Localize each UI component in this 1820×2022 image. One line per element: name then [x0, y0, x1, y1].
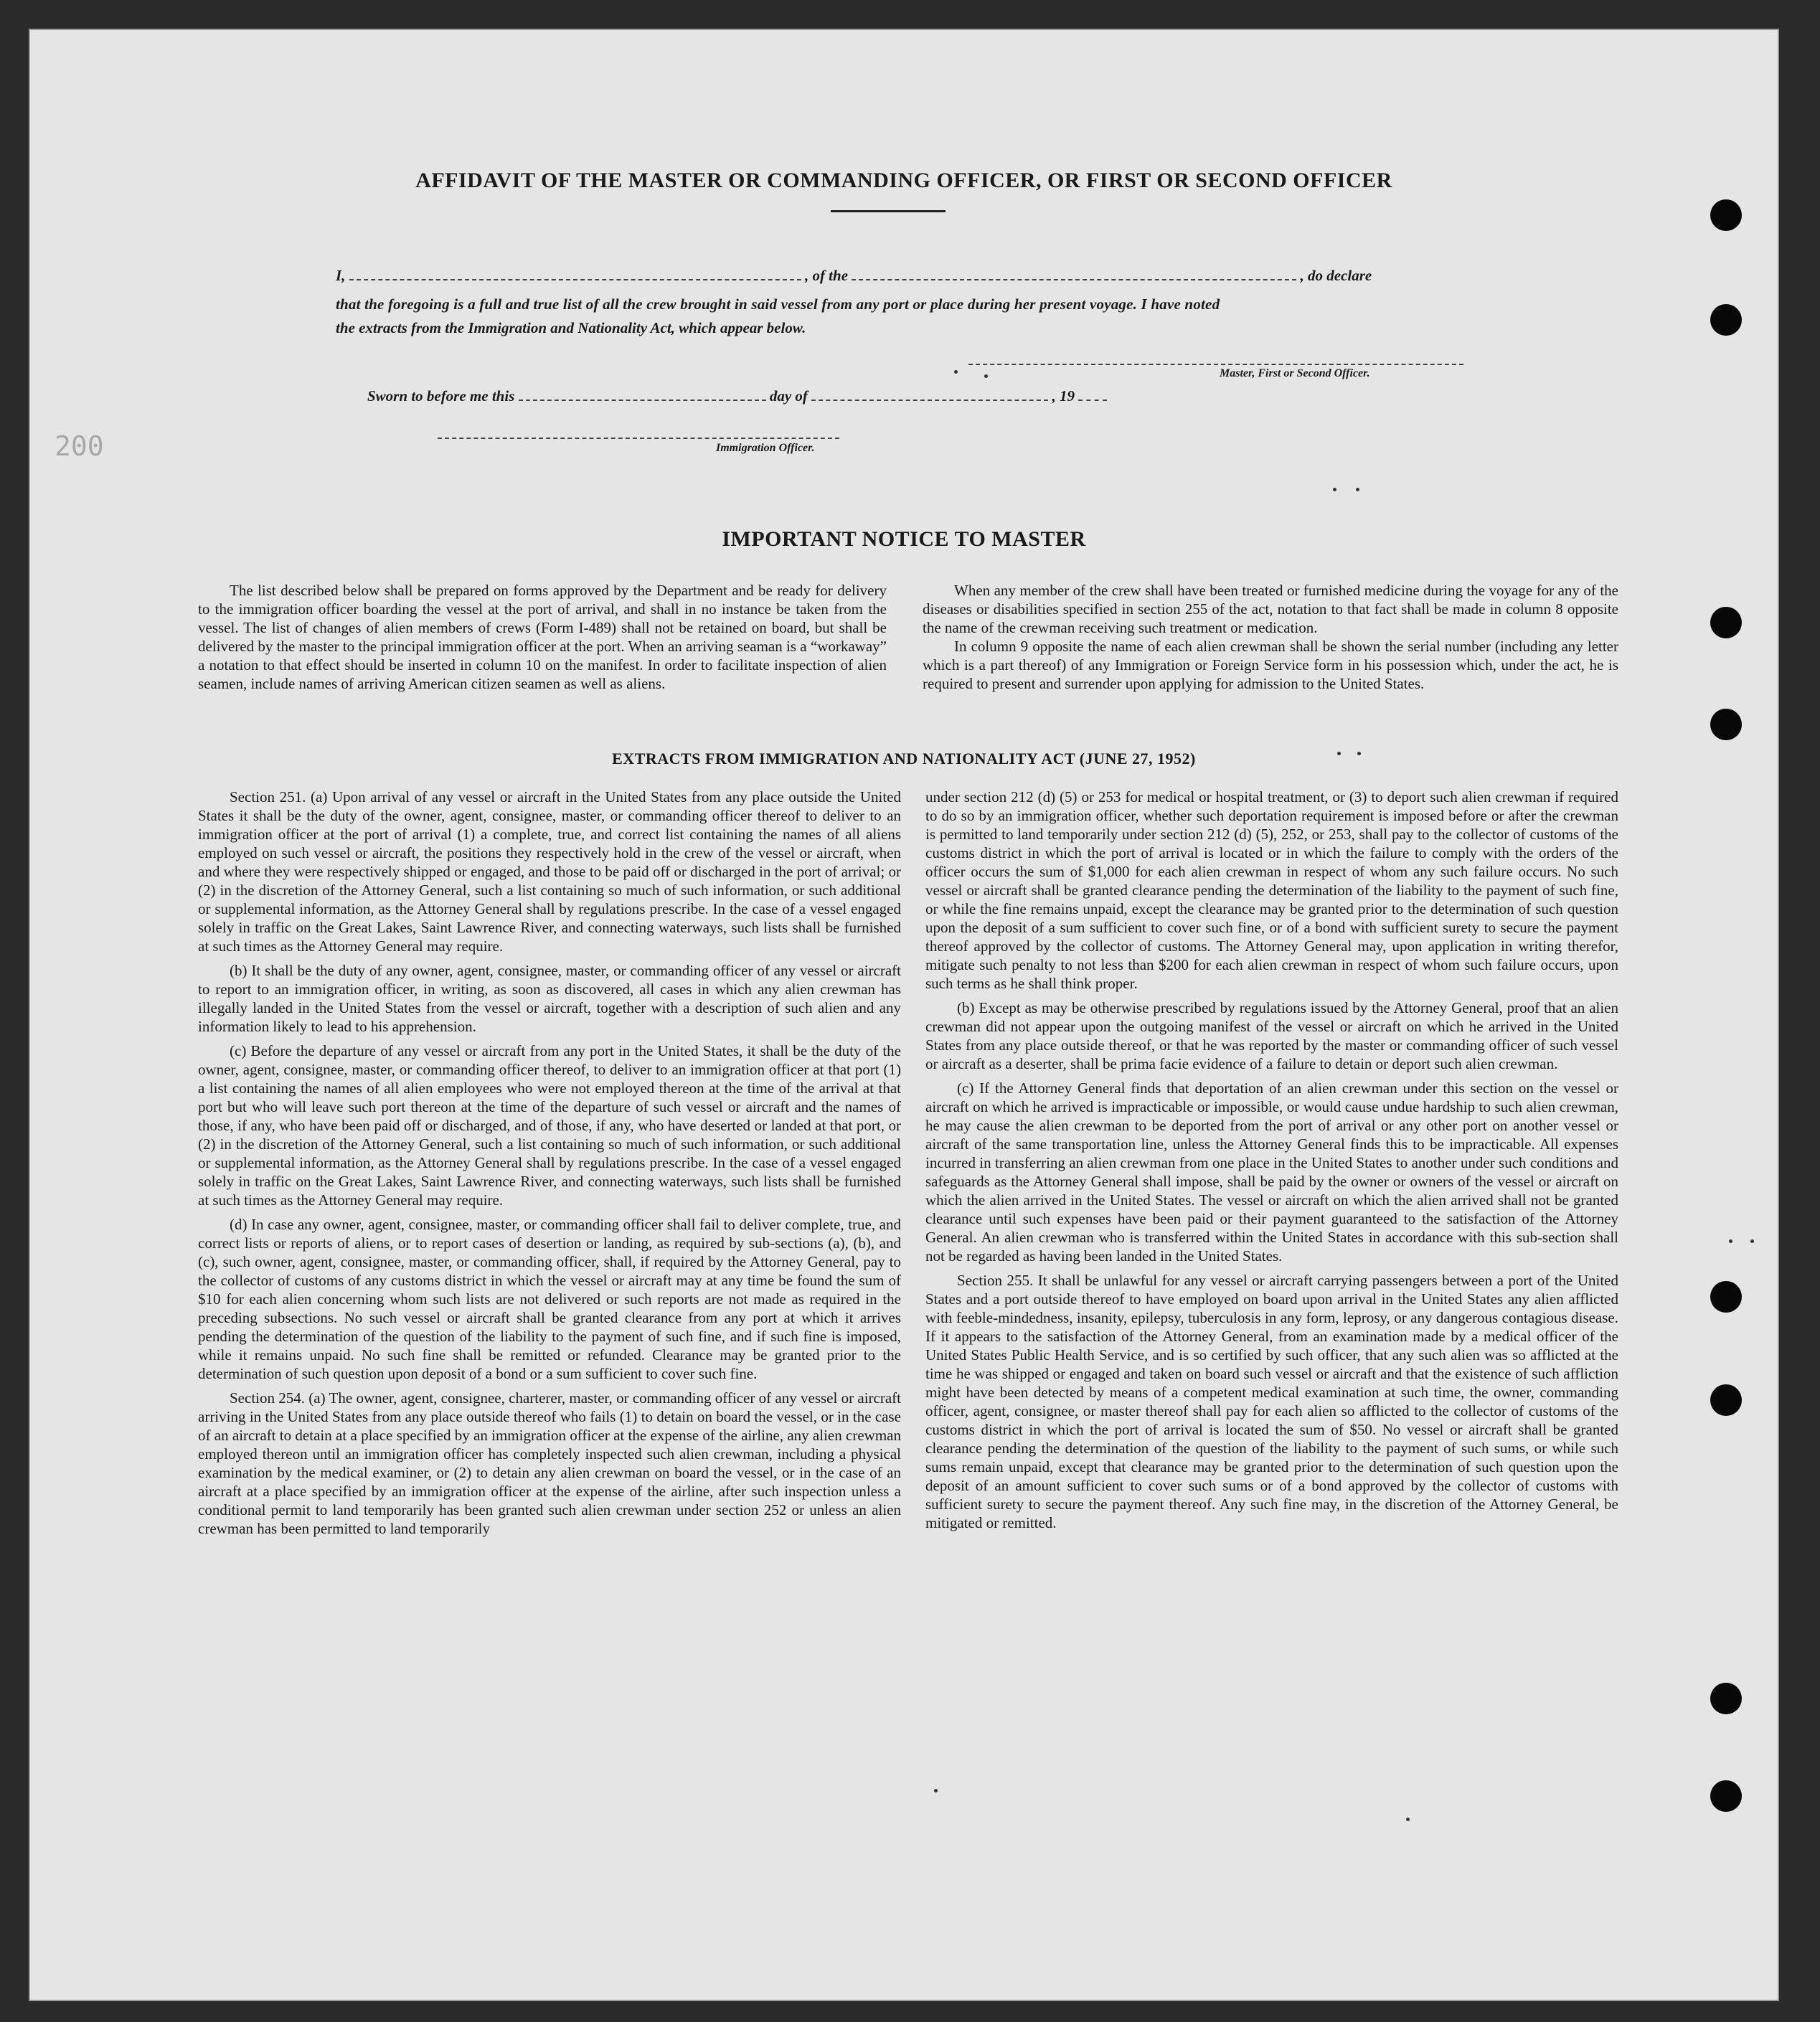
notice-left-column — [198, 581, 887, 693]
section-251-d: (d) In case any owner, agent, consignee, master, or commanding officer shall fail to deliver complete, true, and correct lists or reports of aliens, or to report cases of desertion or landing, as required by sub-sections (a), (b), and (c), such owner, agent, consignee, master, or commanding officer, shall, if required by the Attorney General, pay to the collector of customs of any customs district in which the vessel or aircraft may at any time be found the sum of $10 for each alien concerning whom such lists are not delivered or such reports are not made as required in the preceding subsections. No such vessel or aircraft shall be granted clearance from any port at which it arrives pending the determination of the question of the liability to the payment of such fine, and if such fine is imposed, while it remains unpaid. No such fine shall be remitted or refunded. Clearance may be granted prior to the determination of such question upon deposit of a bond or a sum sufficient to cover such fine. — [198, 1216, 901, 1382]
scan-speck — [1333, 488, 1336, 491]
section-251-c: (c) Before the departure of any vessel or aircraft from any port in the United States, it shall be the duty of the owner, agent, consignee, master, or commanding officer thereof, to deliver to an immigration officer at that port (1) a list containing the names of all alien employees who were not employed thereon at the time of the arrival at that port but who will leave such port thereon at the time of the departure of such vessel or aircraft and the names of those, if any, who have been paid off or discharged, and of those, if any, who have deserted or landed at that port, or (2) in the discretion of the Attorney General, such a list containing so much of such information, or such additional or supplemental information, as the Attorney General shall by regulations prescribe. In the case of a vessel engaged solely in traffic on the Great Lakes, Saint Lawrence River, and connecting waterways, such lists shall be furnished at such times as the Attorney General may require. — [198, 1042, 901, 1209]
notice-right-column — [923, 581, 1618, 693]
punch-hole — [1710, 1683, 1742, 1714]
punch-hole — [1710, 304, 1742, 336]
sworn-date-blank[interactable] — [519, 389, 766, 401]
section-251-a: Section 251. (a) Upon arrival of any vessel or aircraft in the United States from any place outside the United States it shall be the duty of the owner, agent, consignee, master, or commanding officer thereof to deliver to an immigration officer at the port of arrival (1) a complete, true, and correct list containing the names of all aliens employed on such vessel or aircraft, the positions they respectively hold in the crew of the vessel or aircraft, when and where they were respectively shipped or engaged, and those to be paid off or discharged in the port of arrival; or (2) in the discretion of the Attorney General, such a list containing so much of such information, or such additional or supplemental information, as the Attorney General shall by regulations prescribe. In the case of a vessel engaged solely in traffic on the Great Lakes, Saint Lawrence River, and connecting waterways, such lists shall be furnished at such times as the Attorney General may require. — [198, 788, 901, 955]
notice-right-text-2: In column 9 opposite the name of each alien crewman shall be shown the serial number (including any letter which is a part thereof) of any Immigration or Foreign Service form in his possession which, under the act, he is required to present and surrender upon applying for admission to the United States. — [923, 638, 1618, 692]
title-underline — [831, 210, 946, 212]
day-of-label: day of — [769, 387, 808, 405]
year-blank[interactable] — [1078, 389, 1107, 401]
scan-speck — [984, 374, 988, 378]
sworn-label: Sworn to before me this — [367, 387, 515, 405]
notice-left-text: The list described below shall be prepared on forms approved by the Department and be ready for delivery to the immigration officer boarding the vessel at the port of arrival, and shall in no instance be taken from the vessel. The list of changes of alien members of crews (Form I-489) shall not be retained on board, but shall be delivered by the master to the principal immigration officer at the port. When an arriving seaman is a “workaway” a notation to that effect should be inserted in column 10 on the manifest. In order to facilitate inspection of alien seamen, include names of arriving American citizen seamen as well as aliens. — [198, 582, 887, 692]
faded-page-number: 200 — [55, 430, 104, 462]
punch-hole — [1710, 1384, 1742, 1416]
affidavit-line-1 — [336, 267, 1469, 285]
punch-hole — [1710, 709, 1742, 740]
punch-hole — [1710, 1281, 1742, 1313]
officer-signature-line[interactable] — [438, 438, 839, 439]
sworn-line — [367, 387, 1228, 405]
declaration-line-2: that the foregoing is a full and true list of all the crew brought in said vessel from any port or place during her present voyage. I have noted — [336, 296, 1220, 313]
year-prefix: , 19 — [1052, 387, 1075, 405]
punch-hole — [1710, 1780, 1742, 1812]
extracts-left-column — [198, 788, 901, 1538]
officer-caption: Immigration Officer. — [716, 442, 815, 454]
scan-speck — [934, 1789, 938, 1792]
form-page — [29, 29, 1779, 2001]
section-254-a-continued: under section 212 (d) (5) or 253 for medical or hospital treatment, or (3) to deport such alien crewman if required to do so by an immigration officer, whether such deportation requirement is imposed before or after the crewman is permitted to land temporarily under section 212 (d) (5), 252, or 253, shall pay to the collector of customs of the customs district in which the port of arrival is located or in which the failure to comply with the orders of the officer occurs the sum of $1,000 for each alien crewman in respect of whom any such failure occurs. No such vessel or aircraft shall be granted clearance pending the determination of the liability to the payment of such fine, or while the fine remains unpaid, except the clearance may be granted prior to the determination of such question upon the deposit of a sum sufficient to cover such fine, or of a bond with sufficient surety to secure the payment thereof approved by the collector of customs. The Attorney General may, upon application in writing therefor, mitigate such penalty to not less than $200 for each alien crewman in respect of whom such failure occurs, upon such terms as he shall think proper. — [925, 788, 1618, 992]
affidavit-title: AFFIDAVIT OF THE MASTER OR COMMANDING OFFICER, OR FIRST OR SECOND OFFICER — [415, 169, 1392, 192]
notice-right-text-1: When any member of the crew shall have been treated or furnished medicine during the voyage for any of the diseases or disabilities specified in section 255 of the act, notation to that fact shall be made in column 8 opposite the name of the crewman receiving such treatment or medication. — [923, 582, 1618, 636]
scan-speck — [1337, 752, 1341, 755]
section-255: Section 255. It shall be unlawful for any vessel or aircraft carrying passengers between a port of the United States and a port outside thereof to have employed on board upon arrival in the United States any alien afflicted with feeble-mindedness, insanity, epilepsy, tuberculosis in any form, leprosy, or any dangerous contagious disease. If it appears to the satisfaction of the Attorney General, from an examination made by a medical officer of the United States Public Health Service, and is so certified by such officer, that any such alien was so afflicted at the time he was shipped or engaged and taken on board such vessel or aircraft and that the existence of such affliction might have been detected by means of a competent medical examination at such time, the owner, commanding officer, agent, consignee, or master thereof shall pay for each alien so afflicted to the collector of customs of the customs district in which the port of arrival is located the sum of $50. No vessel or aircraft shall be granted clearance pending the determination of the question of the liability to the payment of such sums, or while such sums remain unpaid, except that clearance may be granted prior to the determination of such question upon the deposit of an amount sufficient to cover such sums or of a bond approved by the collector of customs with sufficient surety to secure the payment thereof. Any such fine may, in the discretion of the Attorney General, be mitigated or remitted. — [925, 1272, 1618, 1531]
scan-speck — [1729, 1239, 1732, 1243]
scan-speck — [1750, 1239, 1754, 1243]
scan-speck — [954, 370, 958, 374]
vessel-blank[interactable] — [852, 269, 1296, 280]
extracts-right-column — [925, 788, 1618, 1532]
scan-speck — [1357, 752, 1361, 755]
master-caption: Master, First or Second Officer. — [1220, 367, 1370, 379]
scan-speck — [1356, 488, 1359, 491]
of-the-label: , of the — [804, 267, 849, 284]
declaration-line-3: the extracts from the Immigration and Nationality Act, which appear below. — [336, 319, 806, 336]
punch-hole — [1710, 607, 1742, 638]
notice-title: IMPORTANT NOTICE TO MASTER — [722, 527, 1086, 551]
scan-speck — [1406, 1818, 1410, 1821]
section-251-b: (b) It shall be the duty of any owner, agent, consignee, master, or commanding officer of any vessel or aircraft to report to an immigration officer, in writing, as soon as discovered, all cases in which any alien crewman has illegally landed in the United States from the vessel or aircraft, together with a description of such alien and any information likely to lead to his apprehension. — [198, 962, 901, 1035]
punch-hole — [1710, 199, 1742, 231]
section-254-c: (c) If the Attorney General finds that deportation of an alien crewman under this section on the vessel or aircraft on which he arrived is impracticable or impossible, or would cause undue hardship to such alien crewman, he may cause the alien crewman to be deported from the port of arrival or any other port on another vessel or aircraft of the same transportation line, unless the Attorney General finds this to be impracticable. All expenses incurred in transferring an alien crewman from one place in the United States to another under such conditions and safeguards as the Attorney General shall impose, shall be paid by the owner or owners of the vessel or aircraft on which the alien arrived in the United States. The vessel or aircraft on which the alien arrived shall not be granted clearance until such expenses have been paid or their payment guaranteed to the satisfaction of the Attorney General. An alien crewman who is transferred within the United States in accordance with this sub-section shall not be regarded as having been landed in the United States. — [925, 1079, 1618, 1265]
i-label: I, — [336, 267, 346, 284]
section-254-a: Section 254. (a) The owner, agent, consignee, charterer, master, or commanding officer of any vessel or aircraft arriving in the United States from any place outside thereof who fails (1) to detain on board the vessel, or in the case of an aircraft to detain at a place specified by an immigration officer at the expense of the airline, any alien crewman employed thereon until an immigration officer has completely inspected such alien crewman, including a physical examination by the medical examiner, or (2) to detain any alien crewman on board the vessel, or in the case of an aircraft at a place specified by an immigration officer at the expense of the airline, after such inspection unless a conditional permit to land temporarily has been granted such alien crewman under section 252 or unless an alien crewman has been permitted to land temporarily — [198, 1389, 901, 1537]
declare-label: , do declare — [1300, 267, 1372, 284]
name-blank[interactable] — [349, 269, 801, 280]
section-254-b: (b) Except as may be otherwise prescribed by regulations issued by the Attorney General, proof that an alien crewman did not appear upon the outgoing manifest of the vessel or aircraft on which he arrived in the United States from any place outside thereof, or that he was reported by the master or commanding officer of such vessel or aircraft as a deserter, shall be prima facie evidence of a failure to detain or deport such alien crewman. — [925, 999, 1618, 1072]
month-blank[interactable] — [811, 389, 1048, 401]
master-signature-line[interactable] — [968, 364, 1463, 365]
extracts-title: EXTRACTS FROM IMMIGRATION AND NATIONALITY ACT (JUNE 27, 1952) — [612, 750, 1196, 767]
